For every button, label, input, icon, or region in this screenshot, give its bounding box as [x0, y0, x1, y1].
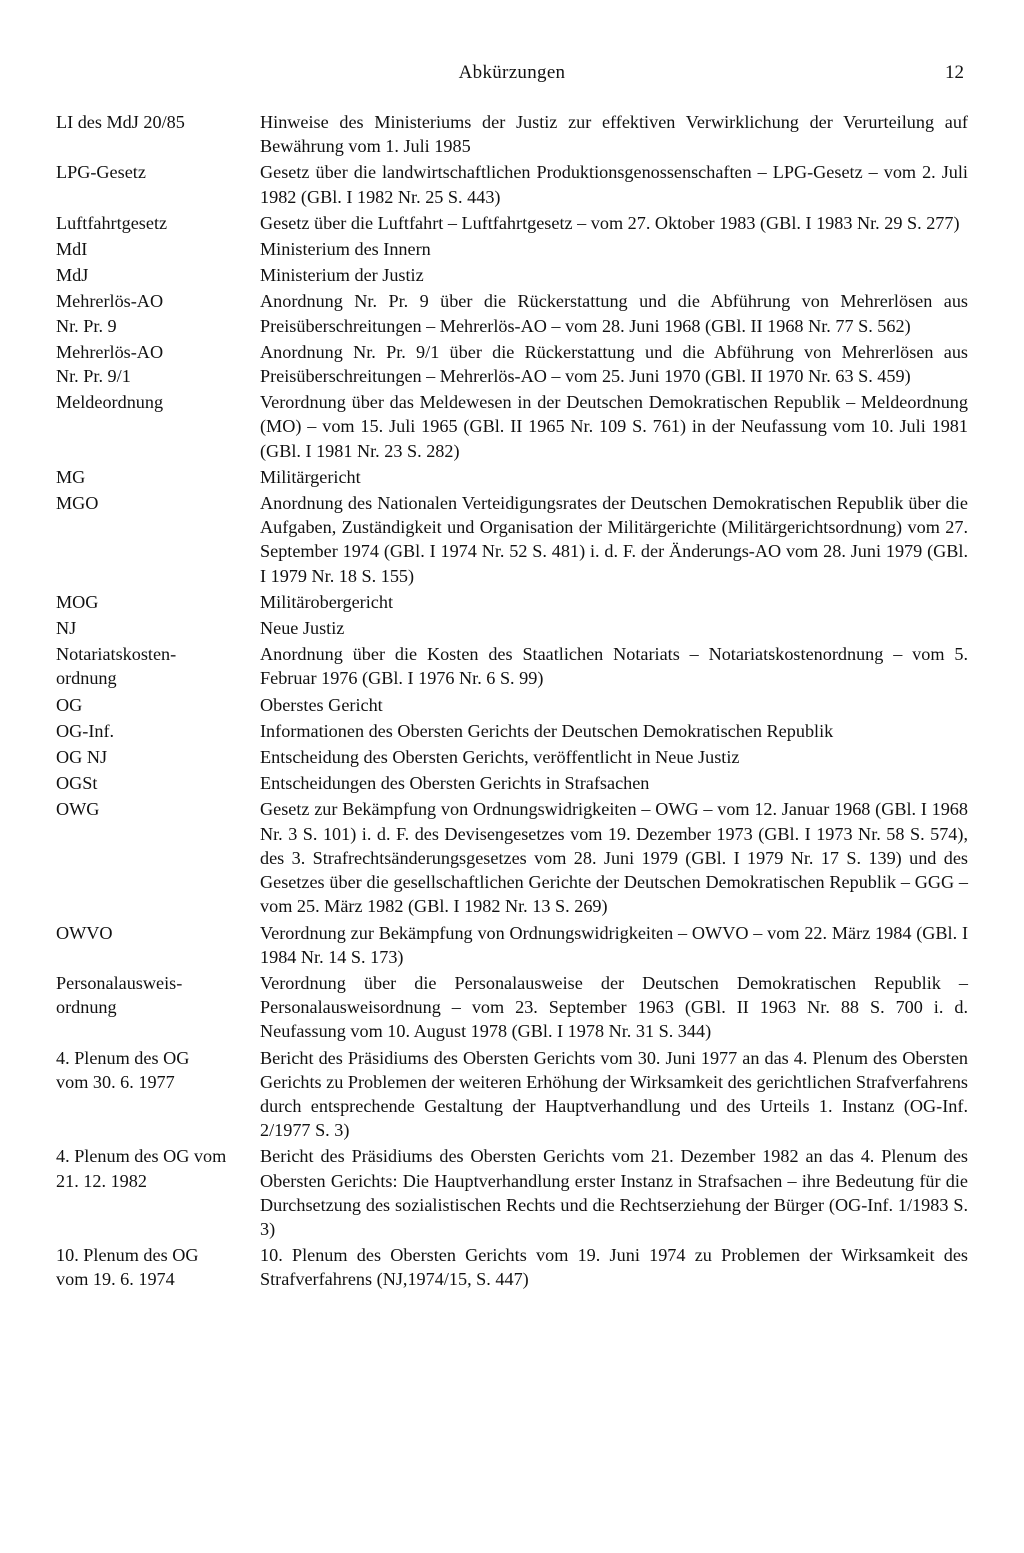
abbreviation-entry	[56, 1046, 968, 1143]
abbreviation-entry	[56, 465, 968, 489]
abbreviation-definition: Verordnung über die Personalausweise der Deutschen Demokratischen Republik – Personalausweisordnung – vom 23. September 1963 (GBl. II 1963 Nr. 88 S. 700 i. d. Neufassung vom 10. August 1978 (GBl. I 1978 Nr. 31 S. 344)	[260, 972, 968, 1042]
abbreviation-definition: Ministerium der Justiz	[260, 265, 424, 286]
abbreviation-definition: Hinweise des Ministeriums der Justiz zur effektiven Verwirklichung der Verurteilung auf Bewährung vom 1. Juli 1985	[260, 112, 968, 157]
abbreviation-entry	[56, 971, 968, 1044]
abbreviation-entry	[56, 1243, 968, 1291]
abbreviation-definition: Militärgericht	[260, 466, 361, 487]
abbreviation-entry	[56, 110, 968, 158]
abbreviation-definition: Verordnung über das Meldewesen in der Deutschen Demokratischen Republik – Meldeordnung (MO) – vom 15. Juli 1965 (GBl. II 1965 Nr. 109 S. 761) in der Neufassung vom 10. Juli 1981 (GBl. I 1981 Nr. 23 S. 282)	[260, 392, 968, 461]
abbreviation-definition: Ministerium des Innern	[260, 239, 431, 260]
abbreviation-entry	[56, 1144, 968, 1241]
abbreviation-entry	[56, 616, 968, 640]
abbreviation-entry	[56, 211, 968, 235]
abbreviation-term: Meldeordnung	[56, 392, 164, 413]
abbreviation-term: MGO	[56, 493, 99, 514]
abbreviation-entry	[56, 340, 968, 388]
abbreviation-entry	[56, 921, 968, 969]
abbreviation-definition: Gesetz über die Luftfahrt – Luftfahrtgesetz – vom 27. Oktober 1983 (GBl. I 1983 Nr. 29 S. 277)	[260, 212, 960, 233]
abbreviation-term: OG NJ	[56, 747, 108, 768]
abbreviation-term: OG-Inf.	[56, 720, 115, 741]
abbreviation-entry	[56, 745, 968, 769]
abbreviation-term: MOG	[56, 591, 99, 612]
abbreviation-entry	[56, 390, 968, 463]
abbreviation-term: OG	[56, 694, 83, 715]
abbreviation-definition: Gesetz zur Bekämpfung von Ordnungswidrigkeiten – OWG – vom 12. Januar 1968 (GBl. I 1968 Nr. 3 S. 101) i. d. F. des Devisengesetzes vom 19. Dezember 1973 (GBl. I 1973 Nr. 58 S. 574), des 3. Strafrechtsänderungsgesetzes vom 28. Juni 1979 (GBl. I 1979 Nr. 17 S. 139) und des Gesetzes über die gesellschaftlichen Gerichte der Deutschen Demokratischen Republik – GGG – vom 25. März 1982 (GBl. I 1982 Nr. 13 S. 269)	[260, 799, 968, 917]
abbreviation-term: MdJ	[56, 265, 89, 286]
abbreviation-definition: Verordnung zur Bekämpfung von Ordnungswidrigkeiten – OWVO – vom 22. März 1984 (GBl. I 1984 Nr. 14 S. 173)	[260, 922, 968, 967]
abbreviation-entry	[56, 642, 968, 690]
abbreviation-entry	[56, 797, 968, 918]
abbreviation-definition: Neue Justiz	[260, 618, 345, 639]
running-title: Abkürzungen	[458, 62, 566, 83]
abbreviation-entry	[56, 289, 968, 337]
abbreviation-definition: Oberstes Gericht	[260, 694, 383, 715]
abbreviation-definition: Anordnung des Nationalen Verteidigungsrates der Deutschen Demokratischen Republik über die Aufgaben, Zuständigkeit und Organisation der Militärgerichte (Militärgerichtsordnung) vom 27. September 1974 (GBl. I 1974 Nr. 52 S. 481) i. d. F. der Änderungs-AO vom 28. Juni 1979 (GBl. I 1979 Nr. 18 S. 155)	[260, 493, 968, 586]
abbreviation-entry	[56, 263, 968, 287]
abbreviation-term: OWVO	[56, 922, 113, 943]
abbreviation-term: MdI	[56, 239, 88, 260]
abbreviation-entry	[56, 693, 968, 717]
abbreviation-term: Notariatskosten- ordnung	[56, 644, 177, 689]
abbreviation-entry	[56, 491, 968, 588]
abbreviation-term: MG	[56, 466, 86, 487]
abbreviation-definition: Anordnung Nr. Pr. 9 über die Rückerstattung und die Abführung von Mehrerlösen aus Preisüberschreitungen – Mehrerlös-AO – vom 28. Juni 1968 (GBl. II 1968 Nr. 77 S. 562)	[260, 291, 968, 336]
abbreviation-term: OGSt	[56, 773, 98, 794]
abbreviation-definition: Entscheidungen des Obersten Gerichts in Strafsachen	[260, 773, 650, 794]
abbreviation-definition: Bericht des Präsidiums des Obersten Gerichts vom 21. Dezember 1982 an das 4. Plenum des Obersten Gerichts: Die Hauptverhandlung erster Instanz in Strafsachen – ihre Bedeutung für die Durchsetzung des sozialistischen Rechts und die Rechtserziehung der Bürger (OG-Inf. 1/1983 S. 3)	[260, 1146, 968, 1239]
abbreviation-term: 4. Plenum des OG vom 30. 6. 1977	[56, 1047, 190, 1092]
abbreviation-term: OWG	[56, 799, 100, 820]
abbreviation-list	[56, 110, 968, 1294]
abbreviation-entry	[56, 771, 968, 795]
abbreviation-term: NJ	[56, 618, 77, 639]
page-number: 12	[945, 62, 964, 83]
abbreviation-definition: Gesetz über die landwirtschaftlichen Produktionsgenossenschaften – LPG-Gesetz – vom 2. Juli 1982 (GBl. I 1982 Nr. 25 S. 443)	[260, 162, 968, 207]
abbreviation-definition: Anordnung über die Kosten des Staatlichen Notariats – Notariatskostenordnung – vom 5. Februar 1976 (GBl. I 1976 Nr. 6 S. 99)	[260, 644, 968, 689]
abbreviation-entry	[56, 237, 968, 261]
abbreviation-entry	[56, 590, 968, 614]
abbreviation-definition: Entscheidung des Obersten Gerichts, veröffentlicht in Neue Justiz	[260, 747, 740, 768]
abbreviation-term: Luftfahrtgesetz	[56, 212, 168, 233]
abbreviation-term: 10. Plenum des OG vom 19. 6. 1974	[56, 1245, 199, 1290]
abbreviation-term: Mehrerlös-AO Nr. Pr. 9	[56, 291, 164, 336]
abbreviation-definition: Informationen des Obersten Gerichts der Deutschen Demokratischen Republik	[260, 720, 834, 741]
abbreviation-entry	[56, 719, 968, 743]
abbreviation-definition: 10. Plenum des Obersten Gerichts vom 19. Juni 1974 zu Problemen der Wirksamkeit des Strafverfahrens (NJ,1974/15, S. 447)	[260, 1245, 968, 1290]
abbreviation-term: LPG-Gesetz	[56, 162, 146, 183]
abbreviation-definition: Anordnung Nr. Pr. 9/1 über die Rückerstattung und die Abführung von Mehrerlösen aus Preisüberschreitungen – Mehrerlös-AO – vom 25. Juni 1970 (GBl. II 1970 Nr. 63 S. 459)	[260, 341, 968, 387]
abbreviation-definition: Bericht des Präsidiums des Obersten Gerichts vom 30. Juni 1977 an das 4. Plenum des Obersten Gerichts zu Problemen der weiteren Erhöhung der Wirksamkeit des gerichtlichen Strafverfahrens durch entsprechende Gestaltung der Hauptverhandlung und des Urteils 1. Instanz (OG-Inf. 2/1977 S. 3)	[260, 1047, 968, 1141]
abbreviation-term: 4. Plenum des OG vom 21. 12. 1982	[56, 1146, 227, 1191]
abbreviation-entry	[56, 160, 968, 208]
abbreviation-term: LI des MdJ 20/85	[56, 112, 185, 132]
abbreviation-definition: Militärobergericht	[260, 591, 393, 612]
abbreviation-term: Mehrerlös-AO Nr. Pr. 9/1	[56, 341, 164, 387]
abbreviation-term: Personalausweis- ordnung	[56, 972, 183, 1018]
